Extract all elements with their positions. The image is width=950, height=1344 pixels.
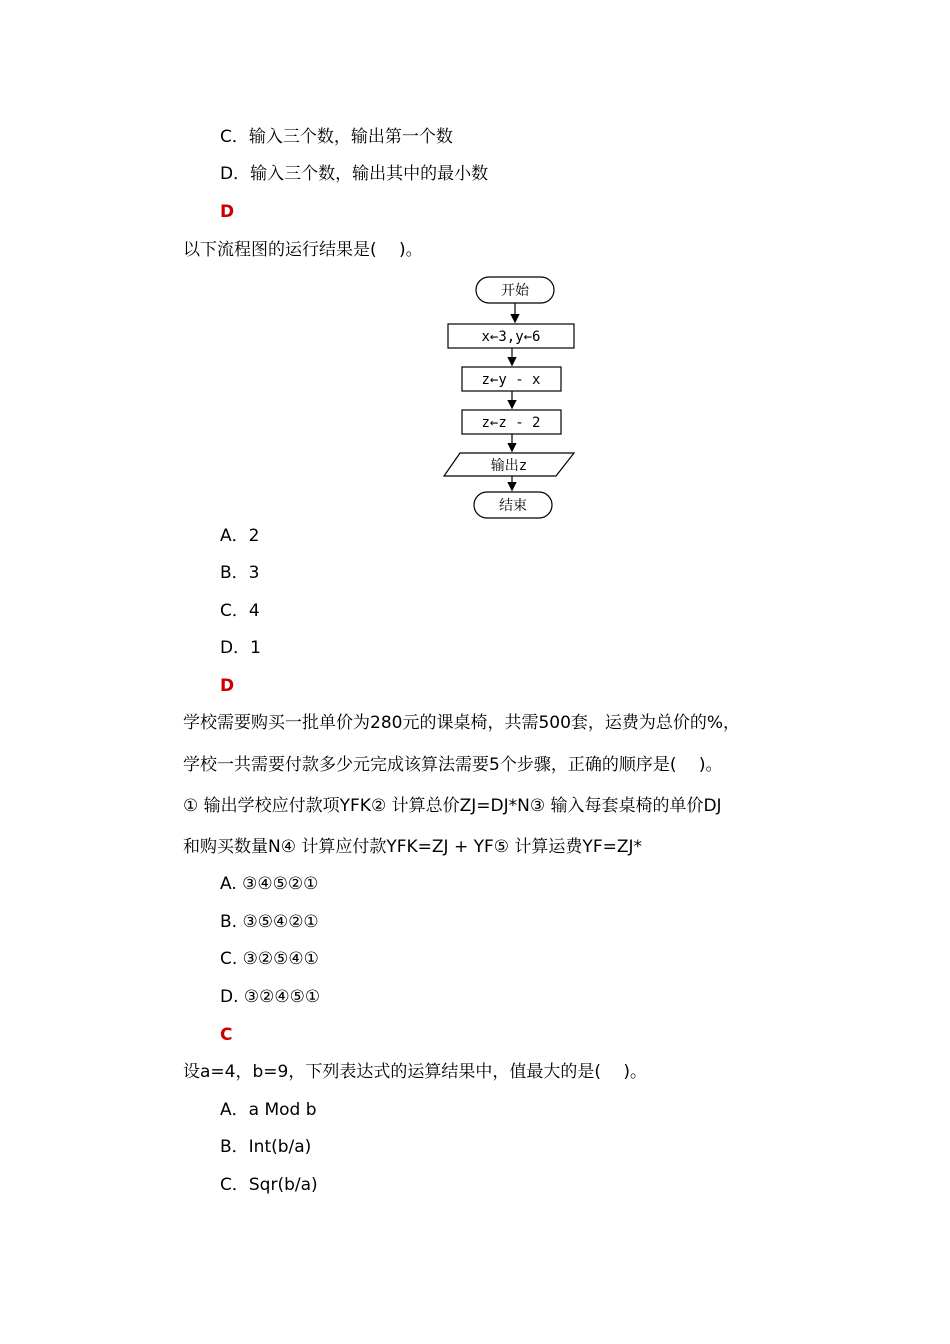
q4-option-a: A．a Mod b xyxy=(220,1100,317,1120)
q1-option-d: D．输入三个数，输出其中的最小数 xyxy=(220,164,489,184)
flow-step3-label: z←z - 2 xyxy=(481,415,541,431)
q3-stem-line4: 和购买数量N④ 计算应付款YFK=ZJ + YF⑤ 计算运费YF=ZJ* xyxy=(183,837,642,857)
q2-option-a: A．2 xyxy=(220,526,260,546)
q2-option-b: B．3 xyxy=(220,563,260,583)
flowchart xyxy=(440,272,580,524)
q3-option-c: C. ③②⑤④① xyxy=(220,949,319,969)
flow-end-label: 结束 xyxy=(499,498,527,514)
q1-option-c: C．输入三个数，输出第一个数 xyxy=(220,127,453,147)
q3-option-d: D. ③②④⑤① xyxy=(220,987,321,1007)
q4-stem: 设a=4，b=9，下列表达式的运算结果中，值最大的是( )。 xyxy=(183,1062,647,1082)
q3-option-a: A. ③④⑤②① xyxy=(220,874,319,894)
q2-option-c: C．4 xyxy=(220,601,260,621)
q3-answer: C xyxy=(220,1025,233,1045)
q3-stem-line2: 学校一共需要付款多少元完成该算法需要5个步骤，正确的顺序是( )。 xyxy=(183,755,723,775)
q3-option-b: B. ③⑤④②① xyxy=(220,912,319,932)
q4-option-b: B．Int(b/a) xyxy=(220,1137,312,1157)
q2-stem: 以下流程图的运行结果是( )。 xyxy=(183,240,423,260)
q4-option-c: C．Sqr(b/a) xyxy=(220,1175,318,1195)
q3-stem-line1: 学校需要购买一批单价为280元的课桌椅，共需500套，运费为总价的%， xyxy=(183,713,741,733)
flow-step1-label: x←3,y←6 xyxy=(481,329,541,345)
q2-option-d: D．1 xyxy=(220,638,261,658)
flow-step2-label: z←y - x xyxy=(481,372,541,388)
flow-output-label: 输出z xyxy=(490,458,528,474)
q1-answer: D xyxy=(220,202,235,222)
q2-answer: D xyxy=(220,676,235,696)
flow-start-label: 开始 xyxy=(501,283,529,299)
q3-stem-line3: ① 输出学校应付款项YFK② 计算总价ZJ=DJ*N③ 输入每套桌椅的单价DJ xyxy=(183,796,722,816)
